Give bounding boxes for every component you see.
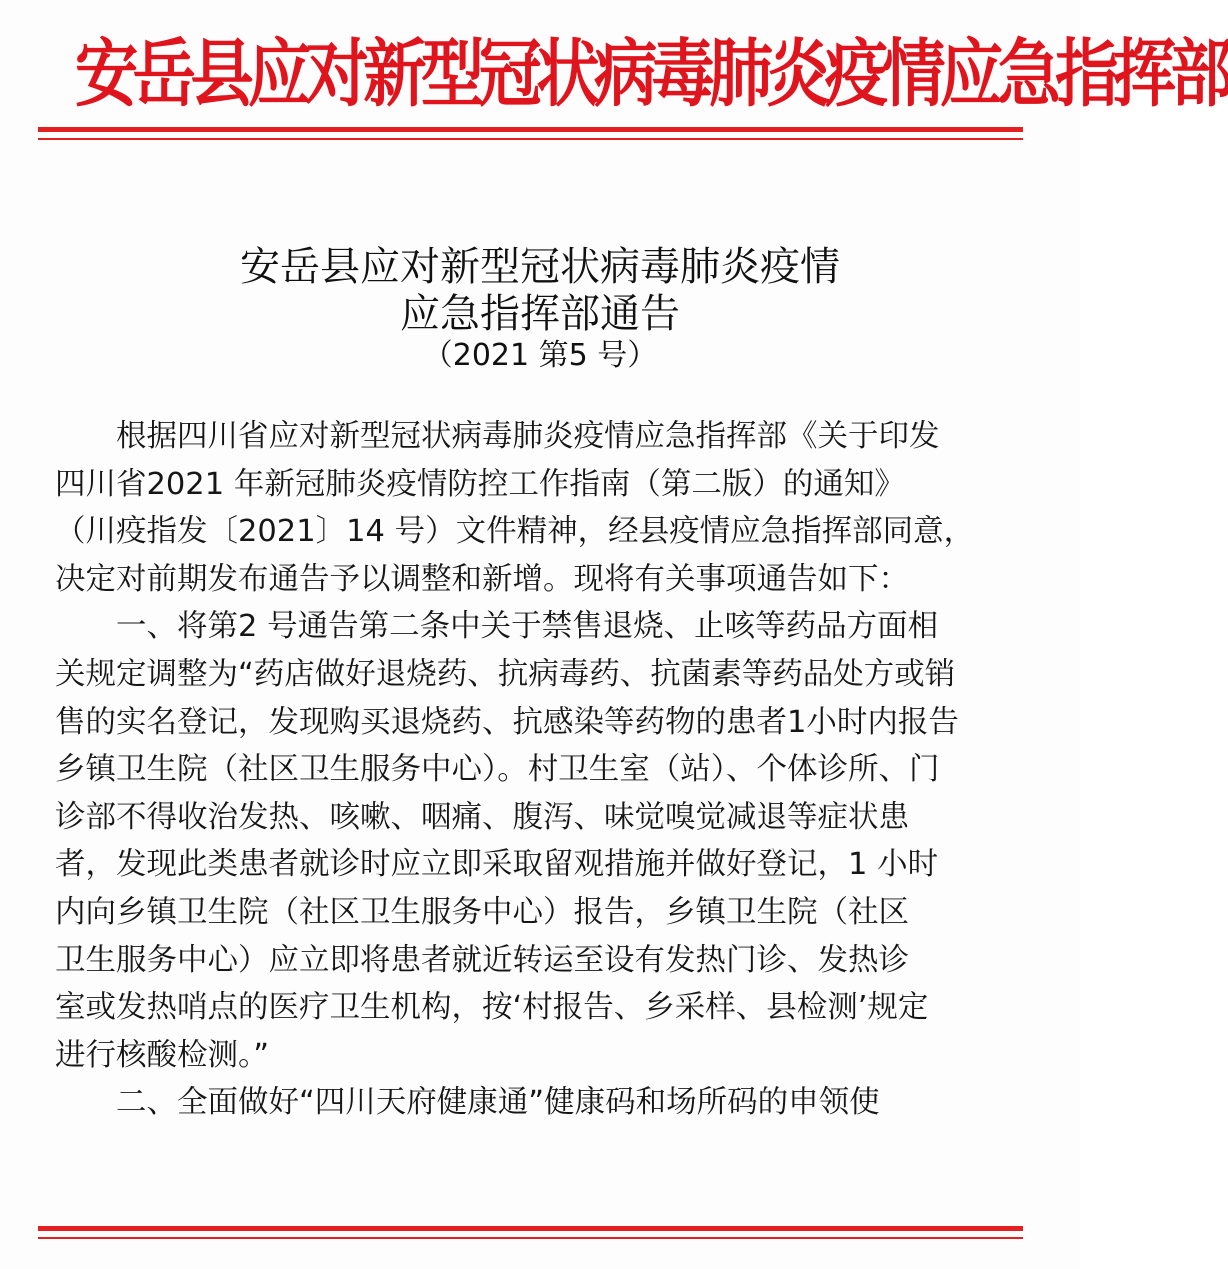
footer-rule-thick xyxy=(38,1226,1023,1231)
body-line: 售的实名登记，发现购买退烧药、抗感染等药物的患者1小时内报告 xyxy=(55,704,959,740)
body-line: 者，发现此类患者就诊时应立即采取留观措施并做好登记，1 小时 xyxy=(55,847,939,883)
footer-rule-thin xyxy=(38,1237,1023,1239)
notice-body xyxy=(55,413,1030,1127)
body-line: 进行核酸检测。” xyxy=(55,1037,270,1073)
body-line: 内向乡镇卫生院（社区卫生服务中心）报告，乡镇卫生院（社区 xyxy=(55,894,909,930)
header-rule-thin xyxy=(38,138,1023,140)
masthead-title: 安岳县应对新型冠状病毒肺炎疫情应急指挥部 xyxy=(75,30,1228,118)
body-line: 卫生服务中心）应立即将患者就近转运至设有发热门诊、发热诊 xyxy=(55,942,909,978)
body-line: 决定对前期发布通告予以调整和新增。现将有关事项通告如下： xyxy=(55,561,909,597)
notice-title-line1: 安岳县应对新型冠状病毒肺炎疫情 xyxy=(240,244,840,290)
body-line: 室或发热哨点的医疗卫生机构，按‘村报告、乡采样、县检测’规定 xyxy=(55,990,929,1026)
body-line: 根据四川省应对新型冠状病毒肺炎疫情应急指挥部《关于印发 xyxy=(55,419,940,454)
body-line: 诊部不得收治发热、咳嗽、咽痛、腹泻、味觉嗅觉减退等症状患 xyxy=(55,799,909,835)
body-line: 一、将第2 号通告第二条中关于禁售退烧、止咳等药品方面相 xyxy=(55,609,939,645)
body-line: 关规定调整为“药店做好退烧药、抗病毒药、抗菌素等药品处方或销 xyxy=(55,656,956,692)
body-line: 二、全面做好“四川天府健康通”健康码和场所码的申领使 xyxy=(55,1085,880,1121)
body-line: （川疫指发〔2021〕14 号）文件精神，经县疫情应急指挥部同意， xyxy=(55,514,975,550)
notice-title-line2: 应急指挥部通告 xyxy=(400,291,680,337)
body-line: 乡镇卫生院（社区卫生服务中心）。村卫生室（站）、个体诊所、门 xyxy=(55,752,940,788)
notice-number: （2021 第5 号） xyxy=(422,338,658,373)
body-line: 四川省2021 年新冠肺炎疫情防控工作指南（第二版）的通知》 xyxy=(55,466,905,502)
header-rule-thick xyxy=(38,127,1023,132)
